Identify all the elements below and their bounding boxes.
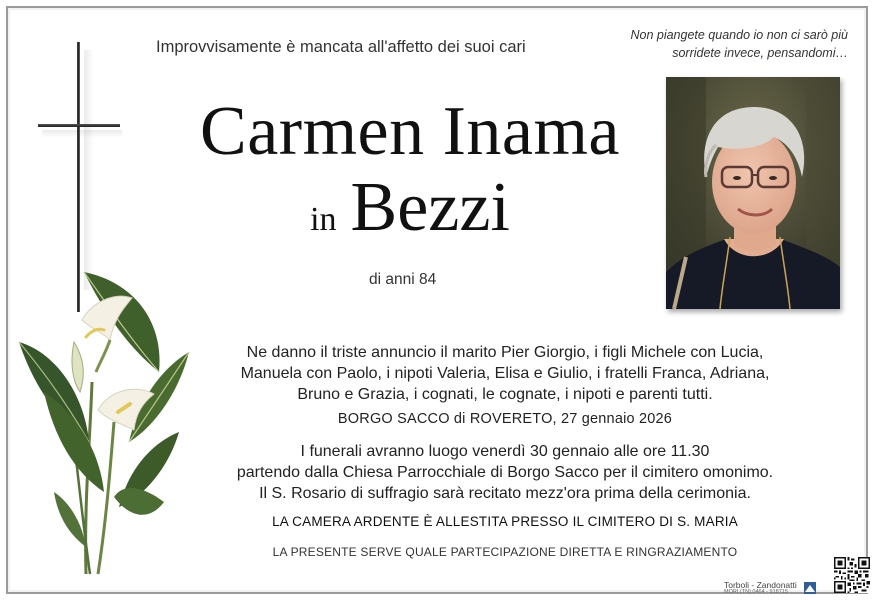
funeral-details: [190, 441, 820, 504]
deceased-name: Carmen Inama: [200, 93, 620, 170]
thanks-notice: LA PRESENTE SERVE QUALE PARTECIPAZIONE DIRETTA E RINGRAZIAMENTO: [272, 545, 738, 559]
agency-name: Torboli - Zandonatti: [724, 580, 797, 590]
funeral-line: I funerali avranno luogo venerdì 30 gennaio alle ore 11.30: [300, 443, 710, 460]
portrait-photo: [666, 77, 840, 309]
announcement-line: Manuela con Paolo, i nipoti Valeria, Elisa e Giulio, i fratelli Franca, Adriana,: [240, 365, 770, 382]
cross-shadow: [84, 50, 94, 290]
announcement-line: Ne danno il triste annuncio il marito Pier Giorgio, i figli Michele con Lucia,: [246, 344, 764, 361]
agency-phone: MORI (TN) 0464 - 918715: [724, 589, 788, 595]
married-surname: Bezzi: [350, 169, 510, 246]
place-date: BORGO SACCO di ROVERETO, 27 gennaio 2026: [337, 411, 673, 427]
age: di anni 84: [369, 271, 437, 288]
qr-code-icon[interactable]: [834, 557, 870, 593]
funeral-line: partendo dalla Chiesa Parrocchiale di Borgo Sacco per il cimitero omonimo.: [236, 464, 774, 481]
quote-line: Non piangete quando io non ci sarò più: [630, 28, 848, 42]
quote: [588, 26, 848, 62]
quote-line: sorridete invece, pensandomi…: [672, 46, 848, 60]
announcement-line: Bruno e Grazia, i cognati, le cognate, i nipoti e parenti tutti.: [297, 386, 713, 403]
married-name: [140, 168, 680, 248]
intro-text: Improvvisamente è mancata all'affetto dei suoi cari: [156, 38, 526, 56]
announcement: [190, 342, 820, 405]
cross-horizontal-beam: [38, 124, 120, 127]
funeral-chamber-notice: LA CAMERA ARDENTE È ALLESTITA PRESSO IL CIMITERO DI S. MARIA: [272, 514, 738, 529]
agency-logo-icon: [804, 582, 816, 594]
cross-shadow-horizontal: [42, 130, 122, 138]
married-prefix: in: [310, 201, 337, 238]
funeral-agency: [724, 580, 814, 596]
calla-lily-icon: [14, 262, 204, 582]
funeral-line: Il S. Rosario di suffragio sarà recitato mezz'ora prima della cerimonia.: [259, 485, 751, 502]
